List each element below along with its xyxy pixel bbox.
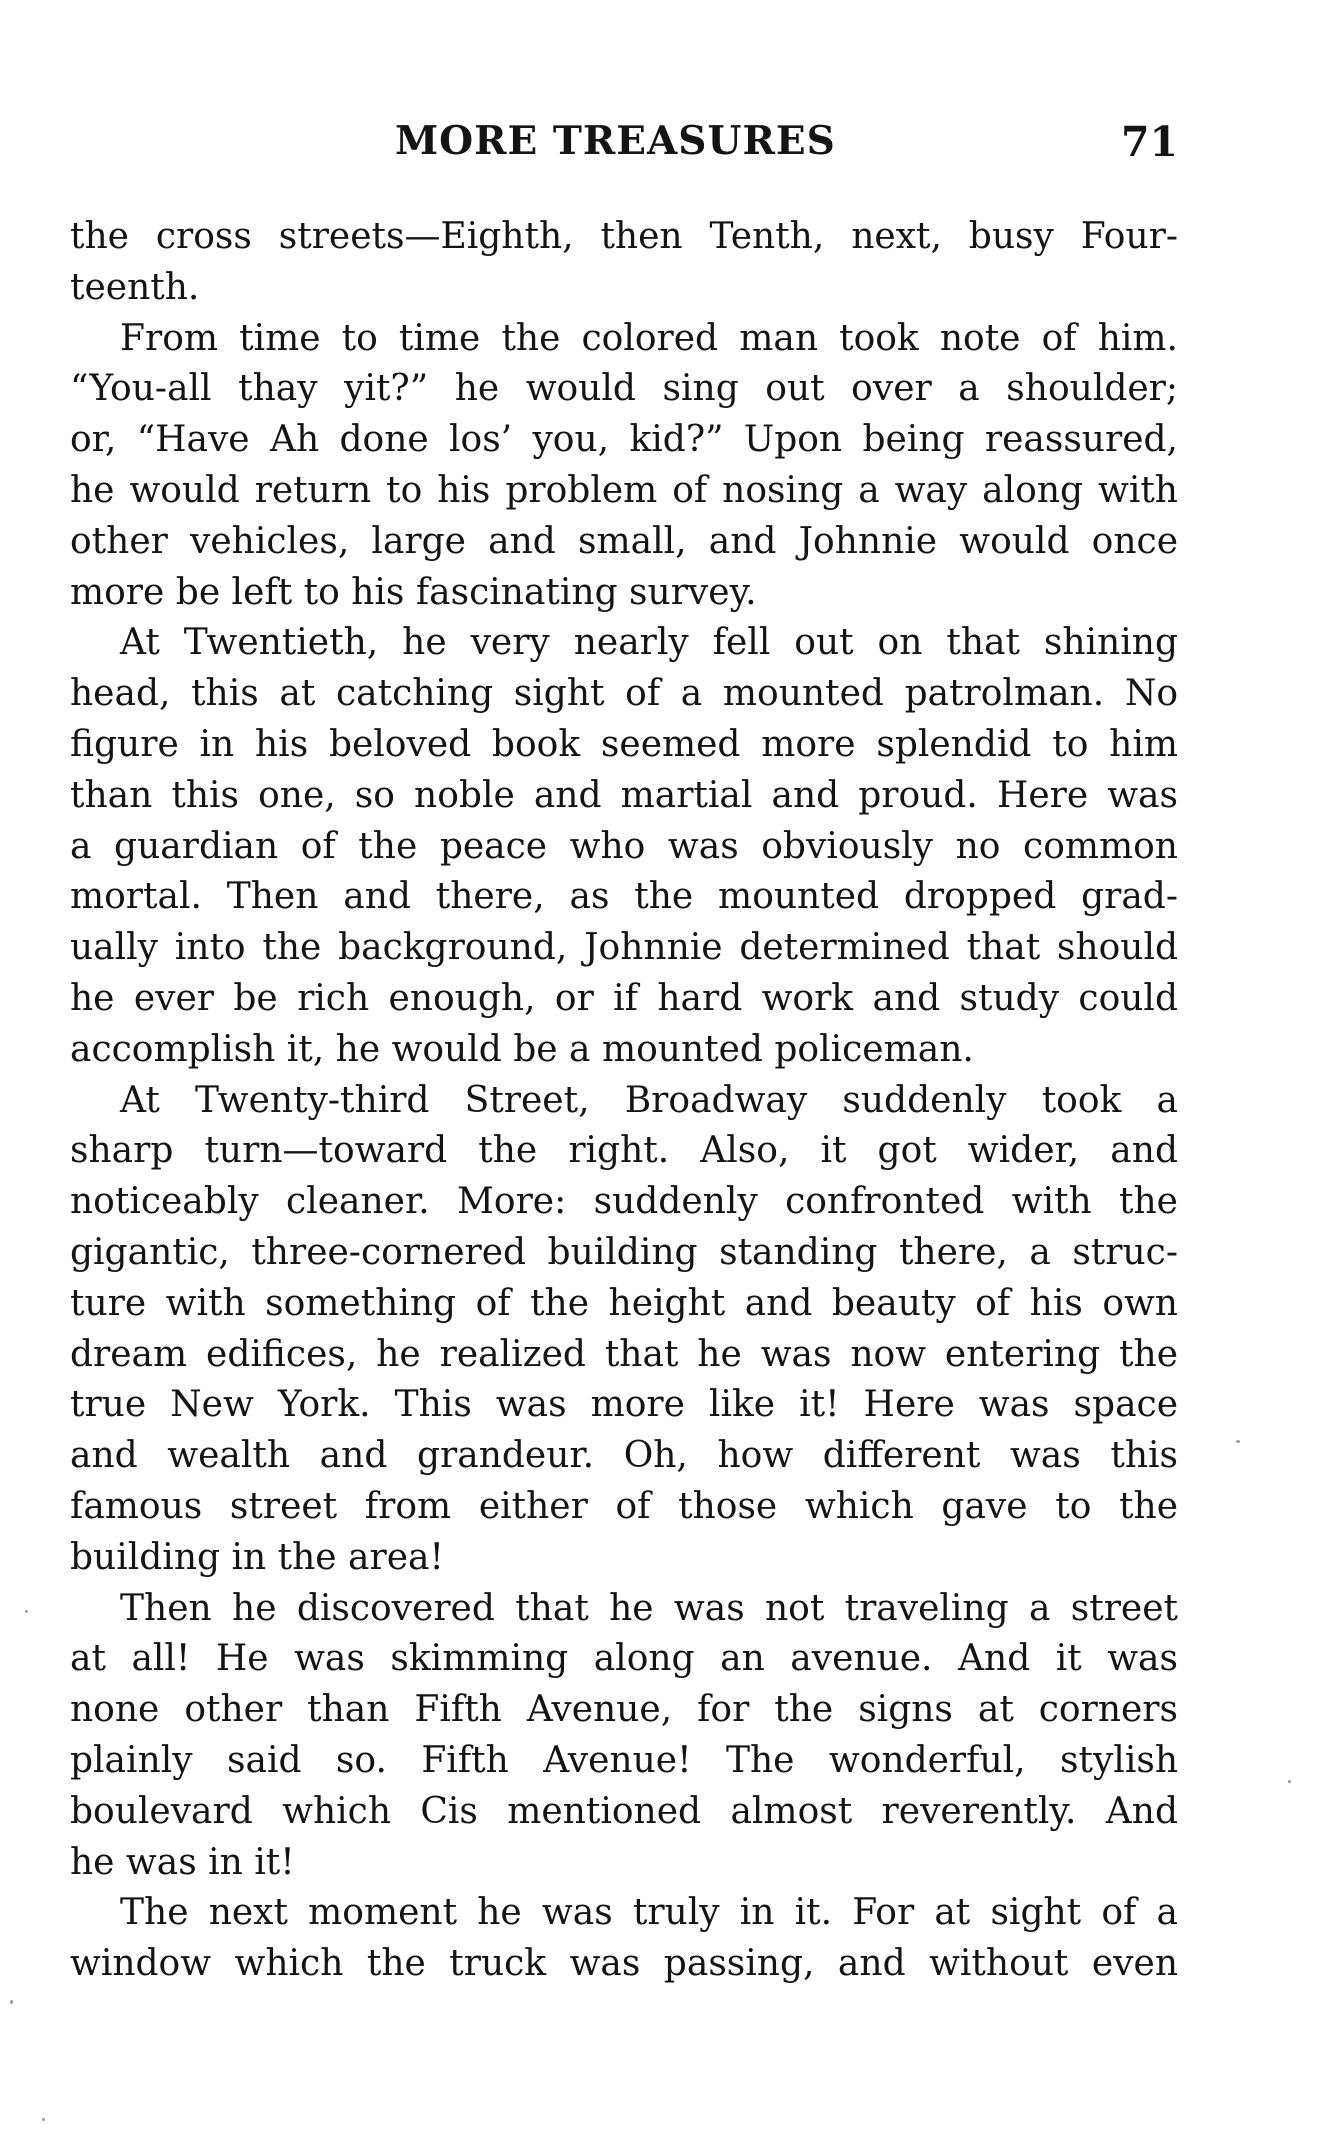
- text-line: accomplish it, he would be a mounted policeman.: [70, 1028, 974, 1070]
- text-line: ture with something of the height and beauty of his own: [70, 1282, 1178, 1324]
- page-number: 71: [1120, 118, 1178, 166]
- text-line: or, “Have Ah done los’ you, kid?” Upon being reassured,: [70, 419, 1178, 461]
- body-text: [70, 212, 1178, 1990]
- text-line: “You-all thay yit?” he would sing out over a shoulder;: [70, 368, 1178, 410]
- text-line: head, this at catching sight of a mounted patrolman. No: [70, 673, 1178, 715]
- text-line: than this one, so noble and martial and proud. Here was: [70, 774, 1178, 816]
- text-line: At Twenty-third Street, Broadway suddenly took a: [120, 1079, 1178, 1121]
- text-line: window which the truck was passing, and without even: [70, 1943, 1178, 1985]
- text-line: building in the area!: [70, 1536, 444, 1578]
- text-line: dream edifices, he realized that he was now entering the: [70, 1333, 1178, 1375]
- scan-speck: [42, 2118, 45, 2121]
- scan-speck: [10, 2000, 13, 2004]
- text-line: gigantic, three-cornered building standing there, a struc-: [70, 1231, 1178, 1273]
- text-line: ually into the background, Johnnie determined that should: [70, 927, 1178, 969]
- text-line: figure in his beloved book seemed more splendid to him: [70, 723, 1178, 765]
- text-line: true New York. This was more like it! Here was space: [70, 1384, 1178, 1426]
- text-line: famous street from either of those which gave to the: [70, 1485, 1178, 1527]
- text-line: he would return to his problem of nosing a way along with: [70, 469, 1178, 511]
- text-line: none other than Fifth Avenue, for the signs at corners: [70, 1689, 1178, 1731]
- text-line: a guardian of the peace who was obviously no common: [70, 825, 1178, 867]
- scan-speck: [25, 1610, 28, 1613]
- text-line: boulevard which Cis mentioned almost reverently. And: [70, 1790, 1178, 1832]
- text-line: at all! He was skimming along an avenue. And it was: [70, 1638, 1178, 1680]
- text-line: From time to time the colored man took note of him.: [120, 317, 1178, 359]
- text-line: Then he discovered that he was not traveling a street: [120, 1587, 1178, 1629]
- text-line: he ever be rich enough, or if hard work and study could: [70, 977, 1178, 1019]
- text-line: noticeably cleaner. More: suddenly confronted with the: [70, 1181, 1178, 1223]
- text-line: and wealth and grandeur. Oh, how different was this: [70, 1435, 1178, 1477]
- text-line: The next moment he was truly in it. For at sight of a: [120, 1892, 1178, 1934]
- scan-speck: [1288, 1780, 1291, 1783]
- text-line: he was in it!: [70, 1841, 295, 1883]
- running-head: MORE TREASURES: [395, 118, 836, 164]
- page-header: [70, 118, 1178, 178]
- text-line: At Twentieth, he very nearly fell out on that shining: [120, 622, 1178, 664]
- text-line: sharp turn—toward the right. Also, it got wider, and: [70, 1130, 1178, 1172]
- text-line: other vehicles, large and small, and Johnnie would once: [70, 520, 1178, 562]
- text-line: teenth.: [70, 266, 200, 308]
- text-line: mortal. Then and there, as the mounted dropped grad-: [70, 876, 1178, 918]
- text-line: more be left to his fascinating survey.: [70, 571, 757, 613]
- text-line: plainly said so. Fifth Avenue! The wonderful, stylish: [70, 1739, 1178, 1781]
- text-line: the cross streets—Eighth, then Tenth, next, busy Four-: [70, 216, 1178, 257]
- scan-speck: [1236, 1440, 1240, 1443]
